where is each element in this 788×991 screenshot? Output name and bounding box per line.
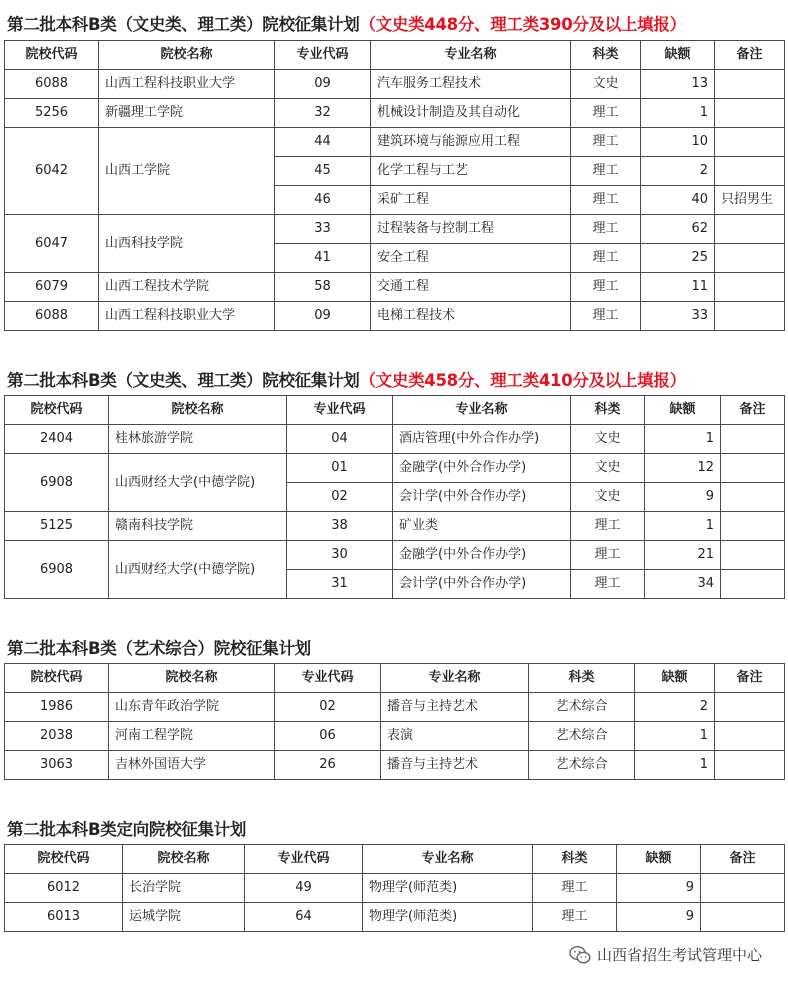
category: 理工: [571, 215, 641, 244]
category: 艺术综合: [529, 751, 635, 780]
header-major-code: 专业代码: [287, 396, 393, 425]
major-code: 02: [275, 693, 381, 722]
major-name: 物理学(师范类): [363, 874, 533, 903]
major-code: 26: [275, 751, 381, 780]
remark: [715, 157, 785, 186]
major-code: 32: [275, 99, 371, 128]
table-header-row: [5, 396, 785, 425]
category: 文史: [571, 70, 641, 99]
remark: [715, 722, 785, 751]
school-code: 2038: [5, 722, 109, 751]
vacancy: 40: [641, 186, 715, 215]
header-school: 院校名称: [123, 845, 245, 874]
section-2-table: [4, 395, 785, 599]
school-code: 1986: [5, 693, 109, 722]
table-header-row: [5, 664, 785, 693]
major-name: 金融学(中外合作办学): [393, 454, 571, 483]
vacancy: 1: [645, 512, 721, 541]
category: 理工: [571, 570, 645, 599]
table-row: [5, 874, 785, 903]
header-vacancy: 缺额: [645, 396, 721, 425]
section-title-text: 第二批本科B类（文史类、理工类）院校征集计划: [7, 15, 360, 34]
header-school: 院校名称: [109, 396, 287, 425]
school-name: 山西工学院: [99, 128, 275, 215]
school-name: 山西工程技术学院: [99, 273, 275, 302]
section-3-table: [4, 663, 785, 780]
category: 理工: [571, 128, 641, 157]
major-code: 09: [275, 302, 371, 331]
section-title-text: 第二批本科B类定向院校征集计划: [7, 820, 247, 839]
header-remark: 备注: [715, 41, 785, 70]
header-vacancy: 缺额: [635, 664, 715, 693]
footer-source: [569, 944, 762, 965]
major-name: 过程装备与控制工程: [371, 215, 571, 244]
major-code: 41: [275, 244, 371, 273]
table-row: [5, 751, 785, 780]
vacancy: 1: [645, 425, 721, 454]
vacancy: 11: [641, 273, 715, 302]
remark: [721, 541, 785, 570]
vacancy: 2: [635, 693, 715, 722]
school-code: 6013: [5, 903, 123, 932]
major-code: 04: [287, 425, 393, 454]
remark: [701, 903, 785, 932]
major-name: 会计学(中外合作办学): [393, 483, 571, 512]
category: 理工: [571, 512, 645, 541]
section-3-title: [7, 635, 311, 659]
header-category: 科类: [571, 41, 641, 70]
remark: [721, 512, 785, 541]
vacancy: 2: [641, 157, 715, 186]
major-code: 09: [275, 70, 371, 99]
vacancy: 1: [635, 722, 715, 751]
header-code: 院校代码: [5, 664, 109, 693]
major-code: 58: [275, 273, 371, 302]
section-4-title: [7, 816, 246, 840]
school-name: 山西工程科技职业大学: [99, 302, 275, 331]
school-name: 山西工程科技职业大学: [99, 70, 275, 99]
remark: [715, 693, 785, 722]
school-code: 5256: [5, 99, 99, 128]
remark: [715, 99, 785, 128]
table-row: [5, 541, 785, 570]
major-name: 播音与主持艺术: [381, 693, 529, 722]
major-name: 建筑环境与能源应用工程: [371, 128, 571, 157]
vacancy: 10: [641, 128, 715, 157]
remark: [715, 128, 785, 157]
category: 理工: [571, 186, 641, 215]
vacancy: 9: [617, 903, 701, 932]
table-row: [5, 722, 785, 751]
table-row: [5, 425, 785, 454]
school-code: 6088: [5, 70, 99, 99]
major-code: 33: [275, 215, 371, 244]
table-row: [5, 693, 785, 722]
category: 理工: [571, 99, 641, 128]
table-row: [5, 128, 785, 157]
category: 理工: [571, 157, 641, 186]
remark: [715, 302, 785, 331]
school-name: 赣南科技学院: [109, 512, 287, 541]
school-code: 2404: [5, 425, 109, 454]
section-4-table: [4, 844, 785, 932]
category: 文史: [571, 483, 645, 512]
major-name: 电梯工程技术: [371, 302, 571, 331]
table-header-row: [5, 41, 785, 70]
header-major-code: 专业代码: [275, 41, 371, 70]
major-code: 38: [287, 512, 393, 541]
major-code: 45: [275, 157, 371, 186]
header-category: 科类: [533, 845, 617, 874]
header-major: 专业名称: [393, 396, 571, 425]
vacancy: 9: [617, 874, 701, 903]
vacancy: 62: [641, 215, 715, 244]
major-name: 安全工程: [371, 244, 571, 273]
major-name: 交通工程: [371, 273, 571, 302]
category: 文史: [571, 454, 645, 483]
major-name: 表演: [381, 722, 529, 751]
major-name: 化学工程与工艺: [371, 157, 571, 186]
header-remark: 备注: [701, 845, 785, 874]
header-school: 院校名称: [109, 664, 275, 693]
section-title-text: 第二批本科B类（艺术综合）院校征集计划: [7, 639, 311, 658]
score-requirement: （文史类448分、理工类390分及以上填报）: [359, 15, 686, 34]
vacancy: 13: [641, 70, 715, 99]
remark: [721, 425, 785, 454]
major-code: 31: [287, 570, 393, 599]
header-code: 院校代码: [5, 845, 123, 874]
category: 艺术综合: [529, 693, 635, 722]
school-name: 山西财经大学(中德学院): [109, 541, 287, 599]
table-row: [5, 903, 785, 932]
school-name: 吉林外国语大学: [109, 751, 275, 780]
school-name: 山东青年政治学院: [109, 693, 275, 722]
vacancy: 25: [641, 244, 715, 273]
school-name: 桂林旅游学院: [109, 425, 287, 454]
school-name: 山西财经大学(中德学院): [109, 454, 287, 512]
school-name: 运城学院: [123, 903, 245, 932]
school-code: 6042: [5, 128, 99, 215]
remark: 只招男生: [715, 186, 785, 215]
vacancy: 9: [645, 483, 721, 512]
major-code: 64: [245, 903, 363, 932]
remark: [715, 215, 785, 244]
vacancy: 33: [641, 302, 715, 331]
school-name: 河南工程学院: [109, 722, 275, 751]
vacancy: 34: [645, 570, 721, 599]
header-remark: 备注: [721, 396, 785, 425]
school-name: 长治学院: [123, 874, 245, 903]
major-name: 播音与主持艺术: [381, 751, 529, 780]
header-school: 院校名称: [99, 41, 275, 70]
footer-text: 山西省招生考试管理中心: [596, 946, 762, 964]
table-row: [5, 512, 785, 541]
vacancy: 21: [645, 541, 721, 570]
table-row: [5, 215, 785, 244]
major-name: 金融学(中外合作办学): [393, 541, 571, 570]
remark: [715, 244, 785, 273]
category: 理工: [571, 302, 641, 331]
major-code: 06: [275, 722, 381, 751]
category: 理工: [571, 541, 645, 570]
major-code: 49: [245, 874, 363, 903]
major-name: 酒店管理(中外合作办学): [393, 425, 571, 454]
major-code: 01: [287, 454, 393, 483]
school-code: 6908: [5, 454, 109, 512]
school-code: 3063: [5, 751, 109, 780]
category: 理工: [571, 273, 641, 302]
remark: [721, 570, 785, 599]
header-major-code: 专业代码: [275, 664, 381, 693]
section-title-text: 第二批本科B类（文史类、理工类）院校征集计划: [7, 371, 360, 390]
section-2-title: [7, 367, 686, 391]
header-vacancy: 缺额: [617, 845, 701, 874]
vacancy: 12: [645, 454, 721, 483]
table-row: [5, 302, 785, 331]
section-1-title: [7, 11, 686, 35]
remark: [715, 751, 785, 780]
header-major: 专业名称: [363, 845, 533, 874]
major-name: 采矿工程: [371, 186, 571, 215]
major-code: 30: [287, 541, 393, 570]
school-name: 山西科技学院: [99, 215, 275, 273]
header-code: 院校代码: [5, 396, 109, 425]
major-name: 矿业类: [393, 512, 571, 541]
table-row: [5, 454, 785, 483]
header-code: 院校代码: [5, 41, 99, 70]
school-code: 6908: [5, 541, 109, 599]
table-header-row: [5, 845, 785, 874]
major-name: 机械设计制造及其自动化: [371, 99, 571, 128]
category: 理工: [571, 244, 641, 273]
remark: [715, 273, 785, 302]
table-row: [5, 273, 785, 302]
vacancy: 1: [641, 99, 715, 128]
school-code: 6047: [5, 215, 99, 273]
remark: [721, 454, 785, 483]
header-major: 专业名称: [371, 41, 571, 70]
header-category: 科类: [529, 664, 635, 693]
category: 艺术综合: [529, 722, 635, 751]
school-code: 6079: [5, 273, 99, 302]
school-code: 5125: [5, 512, 109, 541]
remark: [715, 70, 785, 99]
category: 理工: [533, 903, 617, 932]
major-code: 44: [275, 128, 371, 157]
header-remark: 备注: [715, 664, 785, 693]
major-name: 物理学(师范类): [363, 903, 533, 932]
table-row: [5, 70, 785, 99]
header-category: 科类: [571, 396, 645, 425]
header-vacancy: 缺额: [641, 41, 715, 70]
school-name: 新疆理工学院: [99, 99, 275, 128]
major-code: 02: [287, 483, 393, 512]
vacancy: 1: [635, 751, 715, 780]
remark: [701, 874, 785, 903]
major-code: 46: [275, 186, 371, 215]
remark: [721, 483, 785, 512]
wechat-icon: [569, 945, 591, 965]
school-code: 6012: [5, 874, 123, 903]
table-row: [5, 99, 785, 128]
score-requirement: （文史类458分、理工类410分及以上填报）: [359, 371, 686, 390]
major-name: 汽车服务工程技术: [371, 70, 571, 99]
header-major: 专业名称: [381, 664, 529, 693]
category: 文史: [571, 425, 645, 454]
header-major-code: 专业代码: [245, 845, 363, 874]
category: 理工: [533, 874, 617, 903]
school-code: 6088: [5, 302, 99, 331]
major-name: 会计学(中外合作办学): [393, 570, 571, 599]
section-1-table: [4, 40, 785, 331]
